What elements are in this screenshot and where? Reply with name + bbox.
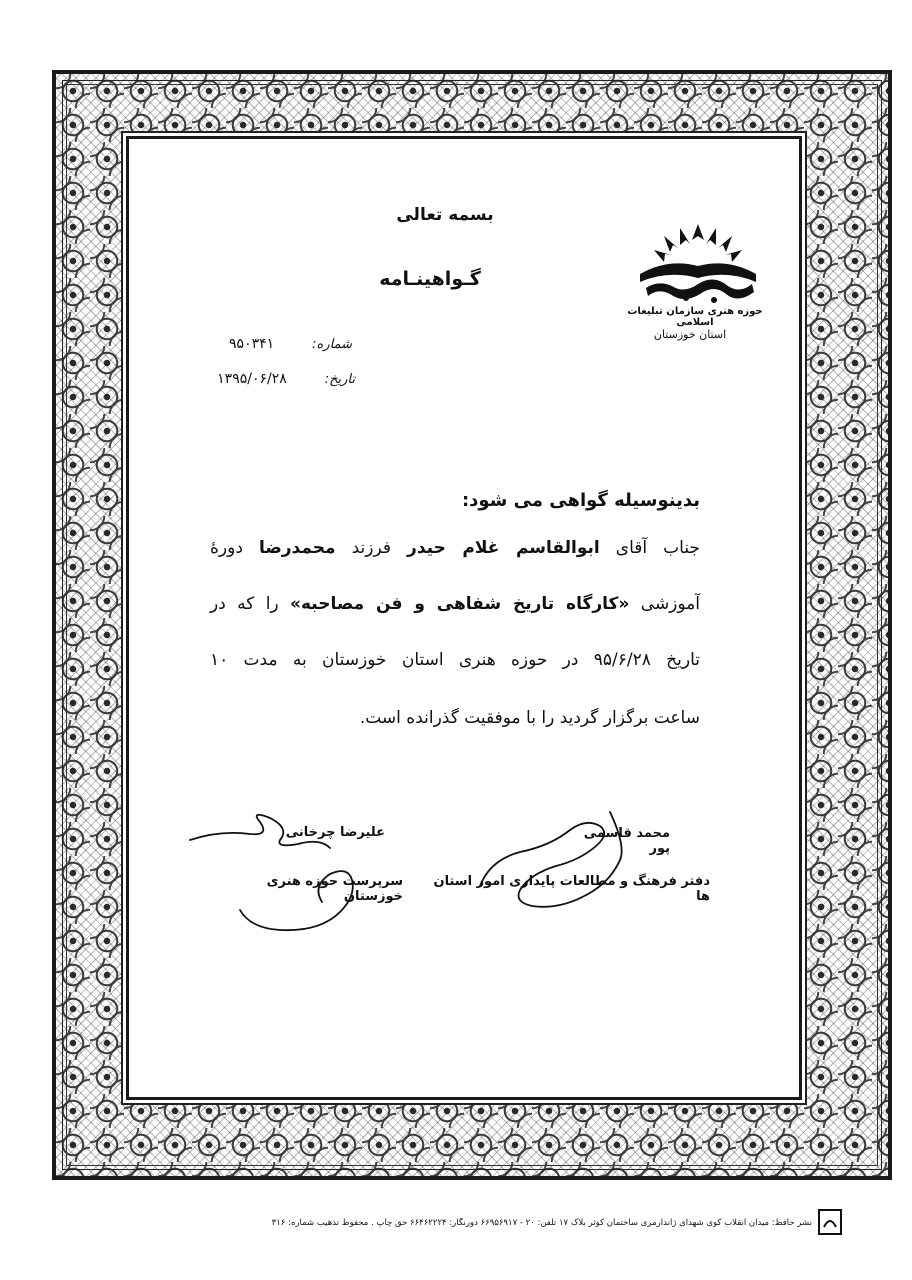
date-value: ۱۳۹۵/۰۶/۲۸ <box>217 371 287 387</box>
date-label: تاریخ: <box>324 372 355 387</box>
father-name: محمدرضا <box>258 538 336 558</box>
right-signatory-name: محمد قاسمی پور <box>583 826 670 856</box>
line1-suffix: دورهٔ <box>210 538 259 558</box>
logo-province-text: استان خوزستان <box>653 328 727 341</box>
certificate-title: گـواهینـامه <box>379 268 481 290</box>
course-title: «کارگاه تاریخ شفاهی و فن مصاحبه» <box>290 594 630 614</box>
printer-footer: نشر حافظ: میدان انقلاب کوی شهدای ژاندارمری ساختمان کوثر بلاک ۱۷ تلفن: ۲۰ - ۶۶۹۵۶۹۱۷ دورنگار: ۶۶۴۶۲۲۲۴ حق چاپ . محفوظ تذهیب شماره: ۳۱۶ <box>271 1218 812 1228</box>
left-signatory-name: علیرضا چرخانی <box>285 825 385 840</box>
certificate-date-row <box>205 371 355 387</box>
body-line-1 <box>210 538 700 558</box>
right-signatory-title: دفتر فرهنگ و مطالعات پایداری امور استان ها <box>433 874 710 904</box>
line2-prefix: آموزشی <box>629 594 701 614</box>
number-value: ۹۵۰۳۴۱ <box>229 336 275 352</box>
number-label: شماره: <box>312 337 352 352</box>
line1-mid: فرزند <box>335 538 408 558</box>
body-line-2 <box>210 594 700 614</box>
certificate-number-row <box>222 336 352 352</box>
left-signatory-title: سرپرست حوزه هنری خوزستان <box>266 874 403 904</box>
hozeh-honari-logo-icon <box>628 222 768 312</box>
recipient-name: ابوالقاسم غلام حیدر <box>407 538 600 558</box>
body-line-3: تاریخ ۹۵/۶/۲۸ در حوزه هنری استان خوزستان به مدت ۱۰ <box>210 650 700 670</box>
invocation-heading: بسمه تعالی <box>396 205 494 225</box>
line2-suffix: را که در <box>210 594 291 614</box>
certification-greeting: بدینوسیله گواهی می شود: <box>461 490 700 511</box>
line1-prefix: جناب آقای <box>599 538 700 558</box>
logo-organization-text: حوزه هنری سازمان تبلیغات اسلامی <box>627 306 763 328</box>
publisher-logo-icon <box>818 1209 842 1235</box>
body-line-4: ساعت برگزار گردید را با موفقیت گذرانده است. <box>359 708 700 728</box>
